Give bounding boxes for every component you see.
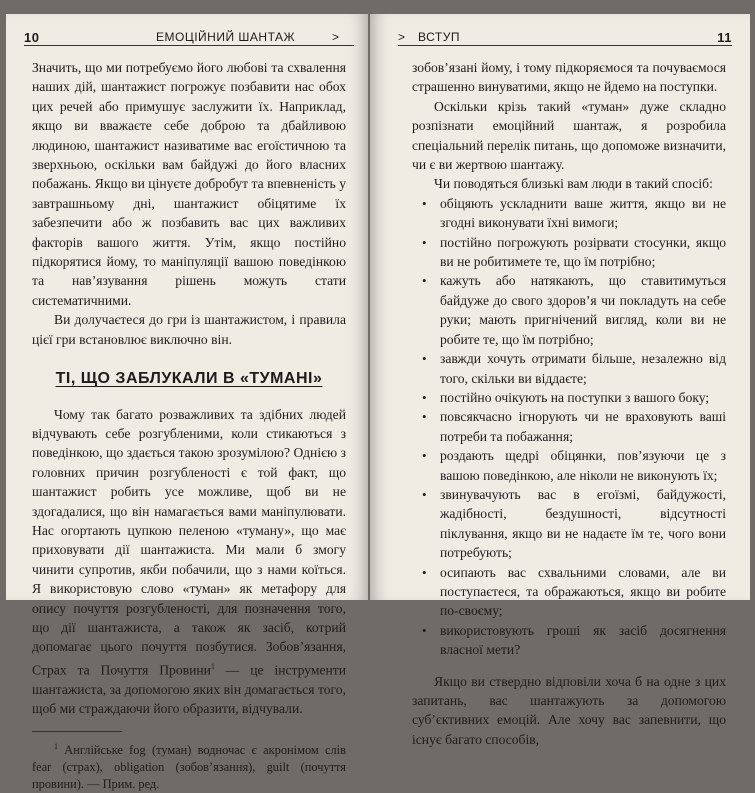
- running-head: ВСТУП: [418, 30, 460, 44]
- running-head: ЕМОЦІЙНИЙ ШАНТАЖ: [156, 30, 296, 44]
- chevron-right-icon: >: [332, 30, 340, 44]
- section-paragraph-text: Чому так багато розважливих та здібних людей відчувають себе розгубленими, коли стикаються з поведінкою, що здається такою зрозумілою? Однією з головних причин розгубленості є той факт, що шантажист робить усе можливе, щоб ви не здогадалися, що він намагається вами маніпулювати. Нас огортають цупкою пеленою «туману», що має приховувати дії шантажиста. Ми мали б змогу чинити супротив, якби побачили, що з нами коїться. Я використовую слово «туман» як метафору для опису почуття розгубленості, для позначення того, що дії шантажиста, а також як засіб, котрий допомагає цього почуття позбутися. Зобов’язання, Страх та Почуття Провини: [32, 406, 346, 678]
- footnote: [32, 738, 346, 793]
- closing-paragraph: Якщо ви ствердно відповіли хоча б на одне з цих запитань, вас шантажують за допомогою суб’єктивних емоцій. Але хочу вас запевнити, що існує багато способів,: [412, 673, 726, 747]
- bullet-icon: •: [422, 622, 427, 638]
- bullet-icon: •: [422, 351, 427, 367]
- bullet-icon: •: [422, 389, 427, 405]
- list-item: • використовують гроші як засіб досягнення власної мети?: [422, 622, 726, 658]
- bullet-icon: •: [422, 564, 427, 580]
- bullet-icon: •: [422, 409, 427, 425]
- left-page-body: [32, 58, 346, 793]
- chevron-right-icon: >: [398, 30, 406, 44]
- section-title: ТІ, ЩО ЗАБЛУКАЛИ В «ТУМАНІ»: [55, 370, 323, 388]
- section-paragraph-tail: — це інструменти шантажиста, за допомогою яких він домагається того, щоб ми страждаючи його образити, відчували.: [32, 662, 346, 717]
- list-item: • постійно очікують на поступки з вашого боку;: [412, 388, 726, 407]
- bullet-icon: •: [422, 273, 427, 289]
- list-item: • осипають вас схвальними словами, але ви поступаєтеся, та ображаються, якщо ви робите по-своєму;: [422, 564, 726, 619]
- section-paragraph: [32, 405, 346, 719]
- bullet-icon: •: [422, 234, 427, 250]
- list-item: • кажуть або натякають, що ставитимуться байдуже до свого здоров’я чи покладуть на себе руки; мають пригнічений вигляд, коли ви не робите те, що їм потрібно;: [422, 273, 726, 347]
- paragraph: Оскільки крізь такий «туман» дуже складно розпізнати емоційний шантаж, я розробила спеціальний перелік питань, що допоможе визначити, чи є ви жертвою шантажу.: [412, 98, 726, 173]
- list-item: • звинувачують вас в егоїзмі, байдужості, жадібності, бездушності, відсутності піклування, якщо ви не надаєте їм те, чого вони потребують;: [422, 486, 726, 561]
- bullet-icon: •: [422, 195, 427, 211]
- paragraph: Ви долучаєтеся до гри із шантажистом, і правила цієї гри встановлює виключно він.: [32, 312, 346, 347]
- header-rule: [398, 45, 732, 46]
- list-item: • обіцяють ускладнити ваше життя, якщо ви не згодні виконувати їхні вимоги;: [422, 195, 726, 231]
- list-item: • роздають щедрі обіцянки, пов’язуючи це з вашою поведінкою, але ніколи не виконують їх;: [422, 448, 726, 483]
- bullet-icon: •: [422, 486, 427, 502]
- page-number: 11: [717, 30, 732, 45]
- bullet-list: [412, 194, 726, 660]
- list-item: • повсякчасно ігнорують чи не враховують ваші потреби та побажання;: [422, 409, 726, 444]
- footnote-reference[interactable]: 1: [210, 661, 215, 671]
- bullet-icon: •: [422, 448, 427, 464]
- page-number: 10: [24, 30, 40, 45]
- list-item: • завжди хочуть отримати більше, незалежно від того, скільки ви віддаєте;: [422, 351, 726, 386]
- paragraph: зобов’язані йому, і тому підкоряємося та почуваємося страшенно винуватими, якщо не йдемо на поступки.: [412, 60, 726, 95]
- footnote-mark: 1: [54, 741, 58, 751]
- right-page-body: [412, 58, 726, 749]
- list-item: • постійно погрожують розірвати стосунки, якщо ви не робитимете те, що їм потрібно;: [422, 234, 726, 270]
- header-rule: [24, 45, 354, 46]
- left-page: [6, 14, 368, 791]
- paragraph: Значить, що ми потребуємо його любові та схвалення наших дій, шантажист погрожує позбавити нас обох цих речей або примушує заслужити їх. Наприклад, якщо ви вважаєте себе доброю та дбайливою людиною, шантажист називатиме вас егоїстичною та зверхньою, оскільки вам байдужі до його власних побажань. Якщо ви цінуєте добробут та впевненість у завтрашньому дні, шантажист обіцятиме їх забезпечити або ж позбавить вас цих важливих факторів вашого життя. Утім, якщо постійно підкорятися йому, то маніпуляції вашою поведінкою та нав’язування рішень можуть стати систематичними.: [32, 60, 346, 308]
- footnote-text: Англійське fog (туман) водночас є акронімом слів fear (страх), obligation (зобов’язання), guilt (почуття провини). — Прим. ред.: [32, 742, 346, 791]
- paragraph: Чи поводяться близькі вам люди в такий спосіб:: [434, 176, 713, 192]
- footnote-rule: [32, 731, 122, 732]
- right-page: [370, 14, 750, 747]
